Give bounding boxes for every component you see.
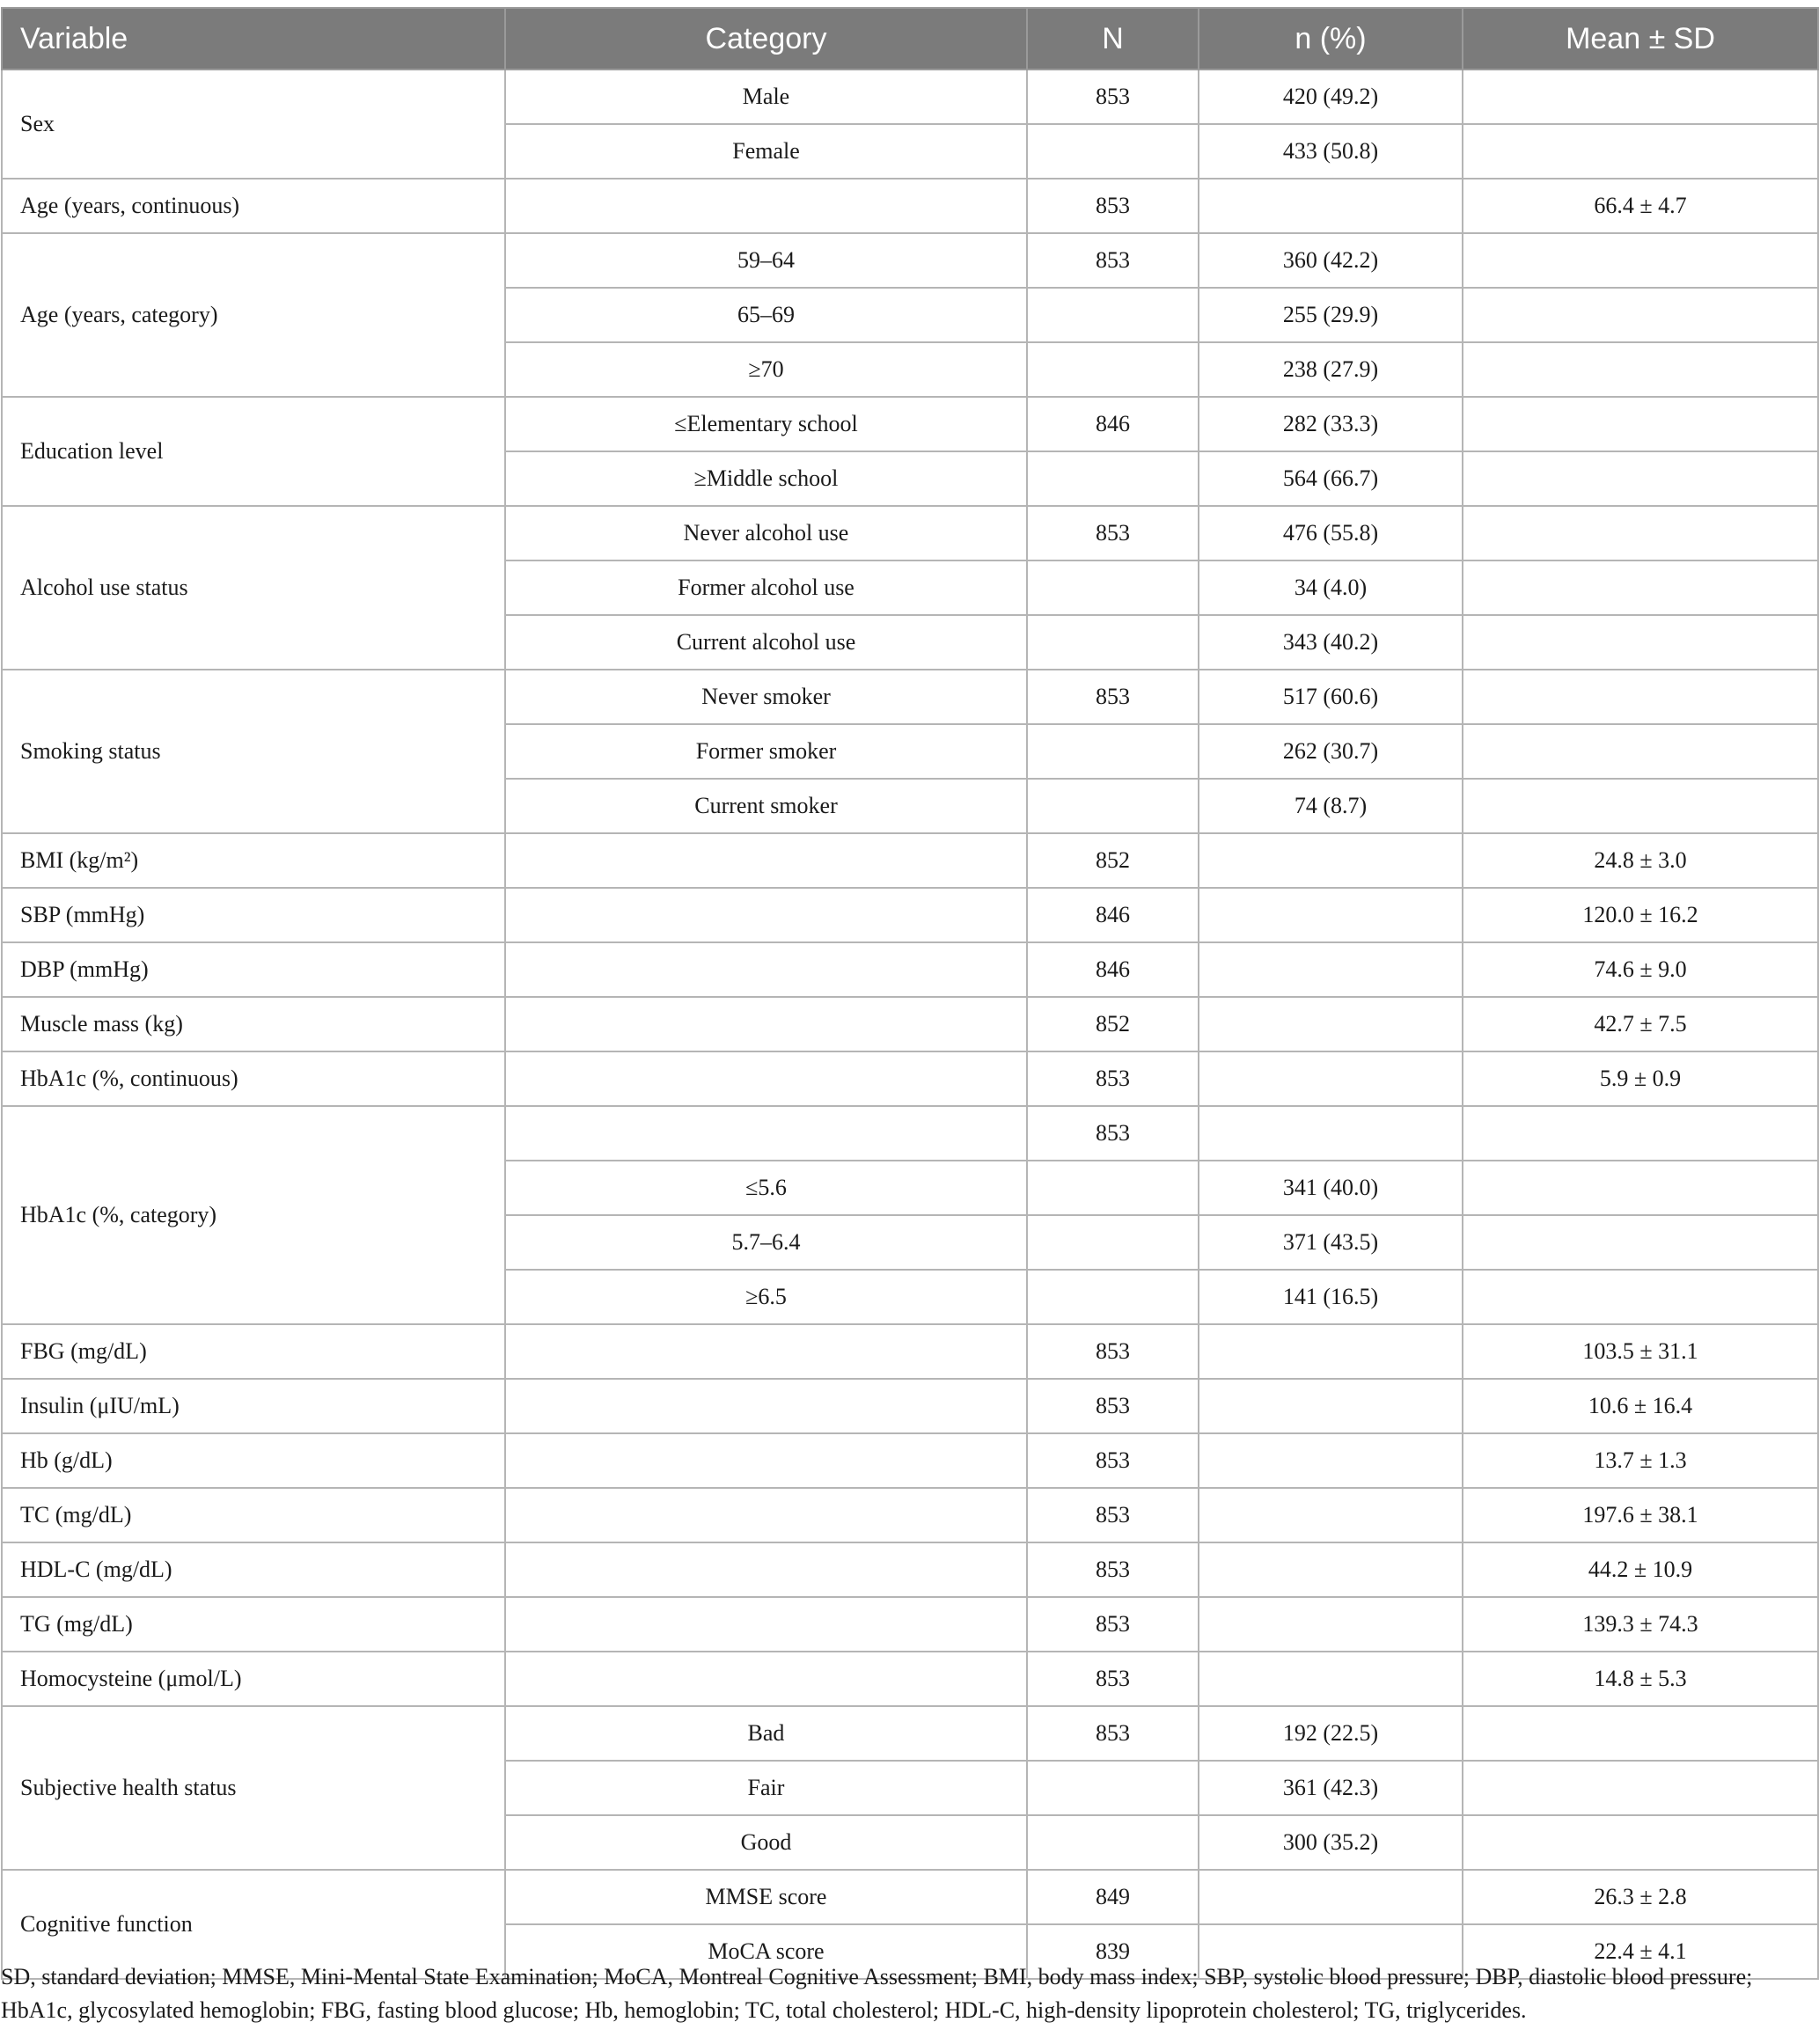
mean-sd-cell: 103.5 ± 31.1 xyxy=(1463,1324,1818,1379)
mean-sd-cell: 10.6 ± 16.4 xyxy=(1463,1379,1818,1433)
n-percent-cell xyxy=(1199,1106,1463,1161)
category-cell: Fair xyxy=(505,1761,1027,1815)
n-percent-cell: 262 (30.7) xyxy=(1199,724,1463,779)
n-cell: 853 xyxy=(1027,1488,1199,1542)
mean-sd-cell xyxy=(1463,233,1818,288)
table-row xyxy=(2,1051,1818,1106)
n-cell: 853 xyxy=(1027,1379,1199,1433)
n-cell xyxy=(1027,560,1199,615)
n-percent-cell: 343 (40.2) xyxy=(1199,615,1463,670)
category-cell: Never smoker xyxy=(505,670,1027,724)
category-cell xyxy=(505,1597,1027,1652)
n-cell: 852 xyxy=(1027,997,1199,1051)
n-percent-cell xyxy=(1199,1433,1463,1488)
mean-sd-cell: 66.4 ± 4.7 xyxy=(1463,179,1818,233)
mean-sd-cell: 26.3 ± 2.8 xyxy=(1463,1870,1818,1924)
n-cell: 853 xyxy=(1027,670,1199,724)
category-cell: Male xyxy=(505,70,1027,124)
variable-cell: Insulin (μIU/mL) xyxy=(2,1379,505,1433)
n-cell: 853 xyxy=(1027,1706,1199,1761)
n-cell xyxy=(1027,779,1199,833)
variable-cell: SBP (mmHg) xyxy=(2,888,505,942)
category-cell xyxy=(505,1051,1027,1106)
table-row xyxy=(2,833,1818,888)
table-row xyxy=(2,70,1818,124)
mean-sd-cell xyxy=(1463,779,1818,833)
n-percent-cell: 517 (60.6) xyxy=(1199,670,1463,724)
n-cell: 853 xyxy=(1027,179,1199,233)
n-percent-cell xyxy=(1199,179,1463,233)
mean-sd-cell xyxy=(1463,615,1818,670)
mean-sd-cell xyxy=(1463,451,1818,506)
category-cell xyxy=(505,1433,1027,1488)
category-cell xyxy=(505,179,1027,233)
n-percent-cell: 282 (33.3) xyxy=(1199,397,1463,451)
category-cell: 5.7–6.4 xyxy=(505,1215,1027,1270)
table-body xyxy=(2,70,1818,1979)
n-cell: 852 xyxy=(1027,833,1199,888)
variable-cell: Cognitive function xyxy=(2,1870,505,1979)
n-percent-cell: 34 (4.0) xyxy=(1199,560,1463,615)
category-cell xyxy=(505,942,1027,997)
variable-cell: Subjective health status xyxy=(2,1706,505,1870)
n-percent-cell xyxy=(1199,1597,1463,1652)
n-cell: 839 xyxy=(1027,1924,1199,1979)
mean-sd-cell: 139.3 ± 74.3 xyxy=(1463,1597,1818,1652)
n-percent-cell: 420 (49.2) xyxy=(1199,70,1463,124)
n-cell xyxy=(1027,615,1199,670)
variable-cell: Sex xyxy=(2,70,505,179)
table-row xyxy=(2,942,1818,997)
variable-cell: Education level xyxy=(2,397,505,506)
mean-sd-cell: 74.6 ± 9.0 xyxy=(1463,942,1818,997)
mean-sd-cell xyxy=(1463,670,1818,724)
mean-sd-cell: 197.6 ± 38.1 xyxy=(1463,1488,1818,1542)
n-cell: 846 xyxy=(1027,397,1199,451)
header-row xyxy=(2,8,1818,70)
category-cell: ≥6.5 xyxy=(505,1270,1027,1324)
category-cell: 65–69 xyxy=(505,288,1027,342)
category-cell: Former alcohol use xyxy=(505,560,1027,615)
header-n-percent: n (%) xyxy=(1199,8,1463,70)
n-cell: 853 xyxy=(1027,1652,1199,1706)
n-cell: 853 xyxy=(1027,506,1199,560)
category-cell xyxy=(505,1488,1027,1542)
category-cell xyxy=(505,1379,1027,1433)
n-percent-cell xyxy=(1199,1379,1463,1433)
mean-sd-cell xyxy=(1463,1161,1818,1215)
table-row xyxy=(2,179,1818,233)
n-cell xyxy=(1027,1215,1199,1270)
mean-sd-cell xyxy=(1463,1270,1818,1324)
variable-cell: DBP (mmHg) xyxy=(2,942,505,997)
category-cell xyxy=(505,1324,1027,1379)
n-percent-cell xyxy=(1199,997,1463,1051)
n-cell: 853 xyxy=(1027,1324,1199,1379)
n-percent-cell xyxy=(1199,942,1463,997)
table-row xyxy=(2,670,1818,724)
mean-sd-cell xyxy=(1463,1706,1818,1761)
category-cell: Female xyxy=(505,124,1027,179)
table-header xyxy=(2,8,1818,70)
variable-cell: Alcohol use status xyxy=(2,506,505,670)
n-percent-cell: 141 (16.5) xyxy=(1199,1270,1463,1324)
table-row xyxy=(2,1488,1818,1542)
mean-sd-cell xyxy=(1463,506,1818,560)
n-cell: 853 xyxy=(1027,1597,1199,1652)
mean-sd-cell: 120.0 ± 16.2 xyxy=(1463,888,1818,942)
variable-cell: TC (mg/dL) xyxy=(2,1488,505,1542)
mean-sd-cell: 22.4 ± 4.1 xyxy=(1463,1924,1818,1979)
n-percent-cell xyxy=(1199,1652,1463,1706)
header-mean-sd: Mean ± SD xyxy=(1463,8,1818,70)
table-row xyxy=(2,1706,1818,1761)
variable-cell: Muscle mass (kg) xyxy=(2,997,505,1051)
variable-cell: FBG (mg/dL) xyxy=(2,1324,505,1379)
category-cell: Former smoker xyxy=(505,724,1027,779)
n-percent-cell: 255 (29.9) xyxy=(1199,288,1463,342)
category-cell: Bad xyxy=(505,1706,1027,1761)
table-row xyxy=(2,233,1818,288)
variable-cell: Hb (g/dL) xyxy=(2,1433,505,1488)
n-percent-cell: 192 (22.5) xyxy=(1199,1706,1463,1761)
variable-cell: Smoking status xyxy=(2,670,505,833)
n-percent-cell: 476 (55.8) xyxy=(1199,506,1463,560)
n-cell xyxy=(1027,342,1199,397)
mean-sd-cell xyxy=(1463,397,1818,451)
variable-cell: HDL-C (mg/dL) xyxy=(2,1542,505,1597)
category-cell xyxy=(505,1106,1027,1161)
header-variable: Variable xyxy=(2,8,505,70)
n-cell: 846 xyxy=(1027,942,1199,997)
n-percent-cell: 371 (43.5) xyxy=(1199,1215,1463,1270)
category-cell: ≤5.6 xyxy=(505,1161,1027,1215)
n-percent-cell xyxy=(1199,833,1463,888)
n-cell xyxy=(1027,1815,1199,1870)
table-row xyxy=(2,1433,1818,1488)
n-percent-cell: 238 (27.9) xyxy=(1199,342,1463,397)
n-cell xyxy=(1027,451,1199,506)
mean-sd-cell xyxy=(1463,1761,1818,1815)
n-percent-cell xyxy=(1199,1324,1463,1379)
category-cell xyxy=(505,833,1027,888)
mean-sd-cell: 44.2 ± 10.9 xyxy=(1463,1542,1818,1597)
n-cell: 853 xyxy=(1027,1051,1199,1106)
category-cell: ≥70 xyxy=(505,342,1027,397)
mean-sd-cell xyxy=(1463,560,1818,615)
table-row xyxy=(2,1379,1818,1433)
category-cell: MoCA score xyxy=(505,1924,1027,1979)
variable-cell: Age (years, category) xyxy=(2,233,505,397)
category-cell: Current alcohol use xyxy=(505,615,1027,670)
mean-sd-cell xyxy=(1463,1815,1818,1870)
mean-sd-cell: 24.8 ± 3.0 xyxy=(1463,833,1818,888)
n-cell xyxy=(1027,1761,1199,1815)
category-cell xyxy=(505,1652,1027,1706)
n-cell: 853 xyxy=(1027,1433,1199,1488)
table-row xyxy=(2,1106,1818,1161)
header-category: Category xyxy=(505,8,1027,70)
table-footnote: SD, standard deviation; MMSE, Mini-Mental State Examination; MoCA, Montreal Cognitive Assessment; BMI, body mass index; SBP, systolic blood pressure; DBP, diastolic blood pressure; HbA1c, glycosylated hemoglobin; FBG, fasting blood glucose; Hb, hemoglobin; TC, total cholesterol; HDL-C, high-density lipoprotein cholesterol; TG, triglycerides. xyxy=(1,1964,1753,2023)
n-cell: 853 xyxy=(1027,233,1199,288)
mean-sd-cell xyxy=(1463,1215,1818,1270)
n-cell xyxy=(1027,724,1199,779)
n-percent-cell: 74 (8.7) xyxy=(1199,779,1463,833)
n-cell: 846 xyxy=(1027,888,1199,942)
mean-sd-cell: 5.9 ± 0.9 xyxy=(1463,1051,1818,1106)
n-cell xyxy=(1027,288,1199,342)
table-row xyxy=(2,888,1818,942)
mean-sd-cell: 14.8 ± 5.3 xyxy=(1463,1652,1818,1706)
table-row xyxy=(2,506,1818,560)
table-row xyxy=(2,997,1818,1051)
variable-cell: TG (mg/dL) xyxy=(2,1597,505,1652)
n-cell: 849 xyxy=(1027,1870,1199,1924)
characteristics-table xyxy=(1,7,1819,1980)
category-cell: ≤Elementary school xyxy=(505,397,1027,451)
variable-cell: BMI (kg/m²) xyxy=(2,833,505,888)
n-percent-cell: 300 (35.2) xyxy=(1199,1815,1463,1870)
variable-cell: HbA1c (%, continuous) xyxy=(2,1051,505,1106)
mean-sd-cell xyxy=(1463,342,1818,397)
table-row xyxy=(2,1597,1818,1652)
n-cell: 853 xyxy=(1027,70,1199,124)
n-cell: 853 xyxy=(1027,1106,1199,1161)
n-cell xyxy=(1027,1270,1199,1324)
n-cell: 853 xyxy=(1027,1542,1199,1597)
category-cell: ≥Middle school xyxy=(505,451,1027,506)
mean-sd-cell xyxy=(1463,124,1818,179)
n-percent-cell: 361 (42.3) xyxy=(1199,1761,1463,1815)
table-row xyxy=(2,397,1818,451)
category-cell xyxy=(505,888,1027,942)
n-percent-cell: 564 (66.7) xyxy=(1199,451,1463,506)
category-cell xyxy=(505,997,1027,1051)
variable-cell: Age (years, continuous) xyxy=(2,179,505,233)
n-percent-cell: 433 (50.8) xyxy=(1199,124,1463,179)
category-cell: MMSE score xyxy=(505,1870,1027,1924)
n-percent-cell xyxy=(1199,1870,1463,1924)
category-cell: Never alcohol use xyxy=(505,506,1027,560)
category-cell xyxy=(505,1542,1027,1597)
mean-sd-cell: 13.7 ± 1.3 xyxy=(1463,1433,1818,1488)
n-percent-cell xyxy=(1199,1542,1463,1597)
n-percent-cell: 360 (42.2) xyxy=(1199,233,1463,288)
n-percent-cell xyxy=(1199,1488,1463,1542)
n-cell xyxy=(1027,124,1199,179)
category-cell: 59–64 xyxy=(505,233,1027,288)
mean-sd-cell xyxy=(1463,724,1818,779)
table-row xyxy=(2,1652,1818,1706)
n-percent-cell xyxy=(1199,1051,1463,1106)
variable-cell: HbA1c (%, category) xyxy=(2,1106,505,1324)
table-row xyxy=(2,1542,1818,1597)
variable-cell: Homocysteine (μmol/L) xyxy=(2,1652,505,1706)
table-row xyxy=(2,1324,1818,1379)
mean-sd-cell xyxy=(1463,1106,1818,1161)
table-row xyxy=(2,1870,1818,1924)
header-n: N xyxy=(1027,8,1199,70)
mean-sd-cell xyxy=(1463,70,1818,124)
mean-sd-cell xyxy=(1463,288,1818,342)
category-cell: Current smoker xyxy=(505,779,1027,833)
category-cell: Good xyxy=(505,1815,1027,1870)
n-percent-cell: 341 (40.0) xyxy=(1199,1161,1463,1215)
mean-sd-cell: 42.7 ± 7.5 xyxy=(1463,997,1818,1051)
n-percent-cell xyxy=(1199,888,1463,942)
n-cell xyxy=(1027,1161,1199,1215)
